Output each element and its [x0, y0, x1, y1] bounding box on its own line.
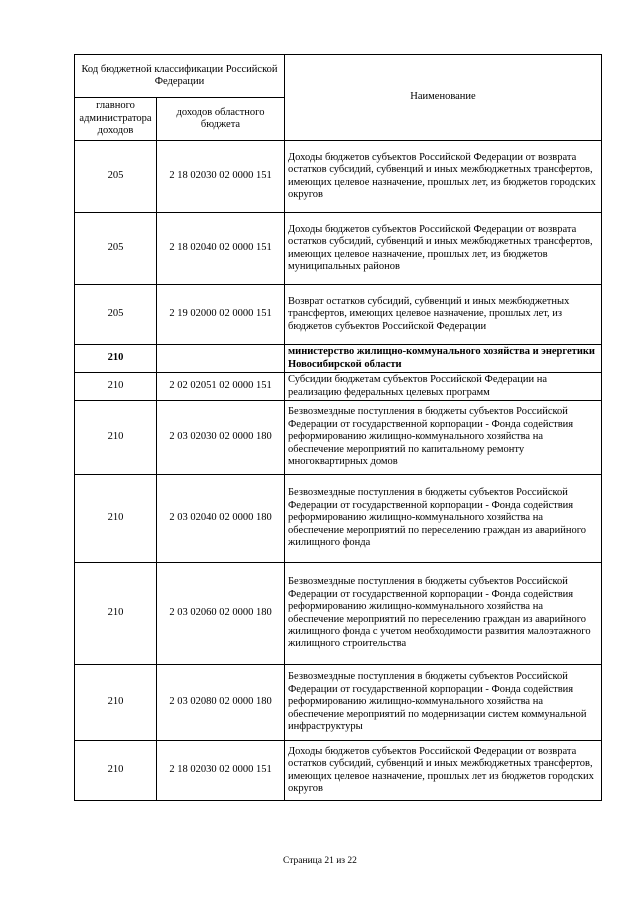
cell-code: 2 03 02080 02 0000 180 [157, 665, 285, 741]
table-row [75, 475, 602, 563]
cell-admin: 210 [75, 345, 157, 373]
cell-admin: 210 [75, 401, 157, 475]
cell-code: 2 03 02060 02 0000 180 [157, 563, 285, 665]
page-number: Страница 21 из 22 [283, 856, 357, 866]
cell-code [157, 345, 285, 373]
header-income: доходов областного бюджета [157, 98, 285, 141]
cell-admin: 210 [75, 741, 157, 801]
table-row [75, 401, 602, 475]
table-row [75, 213, 602, 285]
cell-code: 2 18 02040 02 0000 151 [157, 213, 285, 285]
cell-name: Доходы бюджетов субъектов Российской Федерации от возврата остатков субсидий, субвенций и иных межбюджетных трансфертов, имеющих целевое назначение, прошлых лет, из бюджетов муниципальных районов [285, 213, 602, 285]
cell-name: Безвозмездные поступления в бюджеты субъектов Российской Федерации от государственной корпорации - Фонда содействия реформированию жилищно-коммунального хозяйства на обеспечение мероприятий по модернизации систем коммунальной инфраструктуры [285, 665, 602, 741]
cell-code: 2 18 02030 02 0000 151 [157, 741, 285, 801]
header-name: Наименование [285, 55, 602, 141]
cell-admin: 210 [75, 665, 157, 741]
header-admin: главного администратора доходов [75, 98, 157, 141]
cell-name: Доходы бюджетов субъектов Российской Федерации от возврата остатков субсидий, субвенций и иных межбюджетных трансфертов, имеющих целевое назначение, прошлых лет из бюджетов городских округов [285, 741, 602, 801]
budget-classification-table [74, 54, 602, 801]
cell-name: министерство жилищно-коммунального хозяйства и энергетики Новосибирской области [285, 345, 602, 373]
cell-admin: 210 [75, 373, 157, 401]
header-classification-code: Код бюджетной классификации Российской Федерации [75, 55, 285, 98]
table-row [75, 741, 602, 801]
table-row [75, 285, 602, 345]
cell-code: 2 18 02030 02 0000 151 [157, 141, 285, 213]
cell-admin: 210 [75, 563, 157, 665]
cell-name: Безвозмездные поступления в бюджеты субъектов Российской Федерации от государственной корпорации - Фонда содействия реформированию жилищно-коммунального хозяйства на обеспечение мероприятий по капитальному ремонту многоквартирных домов [285, 401, 602, 475]
table-row [75, 141, 602, 213]
cell-code: 2 02 02051 02 0000 151 [157, 373, 285, 401]
cell-admin: 210 [75, 475, 157, 563]
table-row [75, 373, 602, 401]
cell-admin: 205 [75, 141, 157, 213]
cell-name: Безвозмездные поступления в бюджеты субъектов Российской Федерации от государственной корпорации - Фонда содействия реформированию жилищно-коммунального хозяйства на обеспечение мероприятий по переселению граждан из аварийного жилищного фонда [285, 475, 602, 563]
cell-name: Доходы бюджетов субъектов Российской Федерации от возврата остатков субсидий, субвенций и иных межбюджетных трансфертов, имеющих целевое назначение, прошлых лет, из бюджетов городских округов [285, 141, 602, 213]
table-row [75, 665, 602, 741]
cell-name: Возврат остатков субсидий, субвенций и иных межбюджетных трансфертов, имеющих целевое назначение, прошлых лет, из бюджетов субъектов Российской Федерации [285, 285, 602, 345]
cell-code: 2 19 02000 02 0000 151 [157, 285, 285, 345]
table-row [75, 563, 602, 665]
table-row-section [75, 345, 602, 373]
cell-code: 2 03 02030 02 0000 180 [157, 401, 285, 475]
cell-name: Субсидии бюджетам субъектов Российской Федерации на реализацию федеральных целевых программ [285, 373, 602, 401]
cell-name: Безвозмездные поступления в бюджеты субъектов Российской Федерации от государственной корпорации - Фонда содействия реформированию жилищно-коммунального хозяйства на обеспечение мероприятий по переселению граждан из аварийного жилищного фонда с учетом необходимости развития малоэтажного жилищного строительства [285, 563, 602, 665]
cell-admin: 205 [75, 213, 157, 285]
cell-code: 2 03 02040 02 0000 180 [157, 475, 285, 563]
cell-admin: 205 [75, 285, 157, 345]
